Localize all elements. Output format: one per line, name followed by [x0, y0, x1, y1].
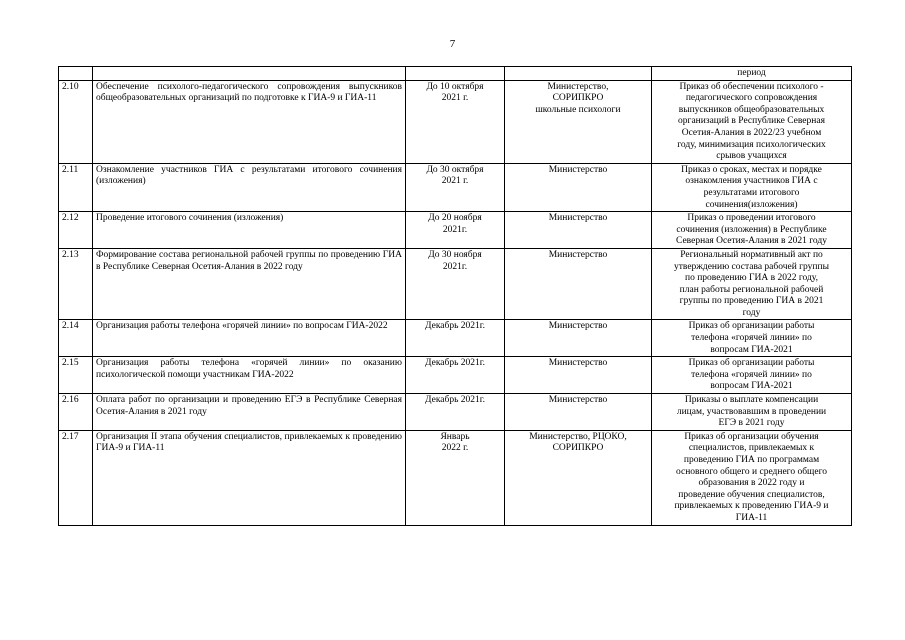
deadline-cell-line: 2021 г. — [441, 176, 469, 187]
plan-table-body — [59, 67, 852, 526]
table-row — [59, 430, 852, 525]
result-cell-line: Приказ об организации работы — [688, 358, 815, 369]
result-cell-line: проведению ГИА по программам — [683, 455, 820, 465]
result-cell-line: Приказ об организации работы — [688, 321, 815, 332]
executor-cell — [505, 248, 652, 320]
result-cell-line: Приказ о проведении итогового — [687, 213, 816, 224]
table-row — [59, 320, 852, 357]
result-cell-line: план работы региональной рабочей — [679, 284, 824, 295]
result-cell-line: период — [737, 68, 766, 78]
executor-cell-line: Министерство, РЦОКО, — [529, 431, 627, 442]
deadline-cell — [406, 430, 505, 525]
task-cell-line: Организация II этапа обучения специалистов, привлекаемых к проведению ГИА-9 и ГИА-11 — [96, 431, 402, 454]
deadline-cell — [406, 67, 505, 81]
result-cell-line: Приказ о сроках, местах и порядке — [681, 164, 822, 175]
task-cell-line: Проведение итогового сочинения (изложения) — [96, 213, 284, 224]
deadline-cell-line: До 30 ноября — [428, 249, 482, 260]
result-cell — [652, 357, 852, 394]
result-cell-line: Приказ об организации обучения — [684, 431, 819, 442]
row-number: 2.13 — [59, 248, 93, 320]
table-row — [59, 80, 852, 163]
row-number: 2.17 — [59, 430, 93, 525]
row-number: 2.14 — [59, 320, 93, 357]
task-cell — [93, 212, 406, 249]
result-cell — [652, 80, 852, 163]
result-cell-line: педагогического сопровождения — [685, 93, 818, 104]
result-cell — [652, 67, 852, 81]
executor-cell — [505, 163, 652, 211]
row-number: 2.10 — [59, 80, 93, 163]
row-number: 2.12 — [59, 212, 93, 249]
result-cell-line: Приказы о выплате компенсации — [684, 395, 819, 406]
result-cell-line: ознакомления участников ГИА с — [685, 176, 818, 187]
task-cell-line: Оплата работ по организации и проведению ЕГЭ в Республике Северная Осетия-Алания в 2021 году — [96, 395, 402, 417]
result-cell-line: Осетия-Алания в 2022/23 учебном — [681, 127, 822, 138]
executor-cell-line: Министерство — [548, 321, 608, 332]
executor-cell — [505, 212, 652, 249]
result-cell — [652, 163, 852, 211]
result-cell-line: по проведению ГИА в 2022 году, — [685, 273, 818, 284]
result-cell-line: срывов учащихся — [716, 151, 787, 162]
result-cell — [652, 394, 852, 431]
task-cell — [93, 430, 406, 525]
task-cell-line: Обеспечение психолого-педагогического сопровождения выпускников общеобразовательных организаций по подготовке к ГИА-9 и ГИА-11 — [96, 81, 402, 104]
page-number: 7 — [449, 38, 456, 50]
task-cell-line: Организация работы телефона «горячей линии» по оказанию психологической помощи участникам ГИА-2022 — [96, 358, 402, 380]
task-cell-line: Формирование состава региональной рабочей группы по проведению ГИА в Республике Северная Осетия-Алания в 2022 году — [96, 249, 402, 272]
task-cell-line: Ознакомление участников ГИА с результатами итогового сочинения (изложения) — [96, 164, 402, 187]
table-row — [59, 212, 852, 249]
deadline-cell-line: 2021 г. — [441, 93, 469, 104]
deadline-cell — [406, 80, 505, 163]
row-number: 2.15 — [59, 357, 93, 394]
table-row — [59, 357, 852, 394]
result-cell-line: специалистов, привлекаемых к — [688, 443, 815, 454]
task-cell — [93, 394, 406, 431]
deadline-cell — [406, 212, 505, 249]
result-cell-line: организаций в Республике Северная — [678, 116, 825, 127]
deadline-cell-line: Декабрь 2021г. — [425, 321, 485, 332]
result-cell-line: году, минимизация психологических — [677, 139, 826, 150]
deadline-cell-line: Декабрь 2021г. — [425, 358, 485, 369]
executor-cell — [505, 357, 652, 394]
deadline-cell — [406, 357, 505, 394]
result-cell-line: лицам, участвовавшим в проведении — [676, 406, 827, 417]
executor-cell — [505, 80, 652, 163]
result-cell-line: Региональный нормативный акт по — [680, 249, 823, 260]
table-row — [59, 163, 852, 211]
deadline-cell — [406, 248, 505, 320]
executor-cell — [505, 320, 652, 357]
result-cell-line: утверждению состава рабочей группы — [674, 261, 829, 272]
result-cell-line: выпускников общеобразовательных — [678, 104, 825, 115]
result-cell-line: сочинения (изложения) в Республике — [676, 224, 827, 235]
result-cell-line: году — [742, 307, 761, 318]
executor-cell-line: Министерство — [548, 358, 608, 369]
result-cell — [652, 248, 852, 320]
executor-cell-line: Министерство — [548, 249, 608, 260]
result-cell-line: проведение обучения специалистов, — [678, 489, 825, 500]
deadline-cell — [406, 163, 505, 211]
row-number: 2.11 — [59, 163, 93, 211]
result-cell-line: Северная Осетия-Алания в 2021 году — [676, 236, 827, 247]
table-row — [59, 67, 852, 81]
result-cell-line: результатами итогового — [703, 187, 800, 198]
result-cell-line: ГИА-11 — [735, 512, 768, 523]
result-cell-line: телефона «горячей линии» по — [691, 369, 812, 380]
row-number — [59, 67, 93, 81]
table-row — [59, 394, 852, 431]
deadline-cell-line: 2022 г. — [441, 443, 469, 454]
result-cell-line: телефона «горячей линии» по — [691, 333, 812, 344]
task-cell — [93, 67, 406, 81]
result-cell-line: Приказ об обеспечении психолого - — [679, 81, 824, 92]
task-cell — [93, 163, 406, 211]
result-cell-line: группы по проведению ГИА в 2021 — [679, 296, 824, 307]
table-row — [59, 248, 852, 320]
executor-cell-line: Министерство — [548, 395, 608, 406]
executor-cell — [505, 394, 652, 431]
executor-cell-line: Министерство — [548, 164, 608, 175]
deadline-cell-line: До 10 октября — [426, 81, 484, 92]
executor-cell-line: Министерство — [548, 213, 608, 224]
result-cell — [652, 320, 852, 357]
deadline-cell-line: Январь — [440, 431, 470, 442]
result-cell-line: основного общего и среднего общего — [675, 466, 827, 477]
result-cell-line: вопросам ГИА-2021 — [710, 344, 793, 355]
executor-cell-line: СОРИПКРО — [552, 93, 604, 104]
executor-cell-line: СОРИПКРО — [552, 443, 604, 454]
deadline-cell — [406, 394, 505, 431]
executor-cell — [505, 430, 652, 525]
task-cell — [93, 357, 406, 394]
task-cell — [93, 248, 406, 320]
result-cell — [652, 430, 852, 525]
result-cell — [652, 212, 852, 249]
deadline-cell-line: До 20 ноября — [428, 213, 482, 224]
row-number: 2.16 — [59, 394, 93, 431]
result-cell-line: вопросам ГИА-2021 — [710, 381, 793, 392]
task-cell-line: Организация работы телефона «горячей линии» по вопросам ГИА-2022 — [96, 321, 388, 332]
executor-cell-line: школьные психологи — [535, 104, 621, 115]
executor-cell — [505, 67, 652, 81]
deadline-cell-line: 2021г. — [442, 224, 468, 235]
result-cell-line: сочинения(изложения) — [705, 199, 798, 210]
plan-table — [58, 66, 852, 526]
task-cell — [93, 320, 406, 357]
deadline-cell-line: До 30 октября — [426, 164, 484, 175]
result-cell-line: образования в 2022 году и — [698, 478, 805, 489]
executor-cell-line: Министерство, — [547, 81, 609, 92]
task-cell — [93, 80, 406, 163]
result-cell-line: привлекаемых к проведению ГИА-9 и — [674, 501, 829, 512]
deadline-cell-line: Декабрь 2021г. — [425, 395, 485, 406]
deadline-cell — [406, 320, 505, 357]
result-cell-line: ЕГЭ в 2021 году — [718, 418, 785, 429]
deadline-cell-line: 2021г. — [442, 261, 468, 272]
